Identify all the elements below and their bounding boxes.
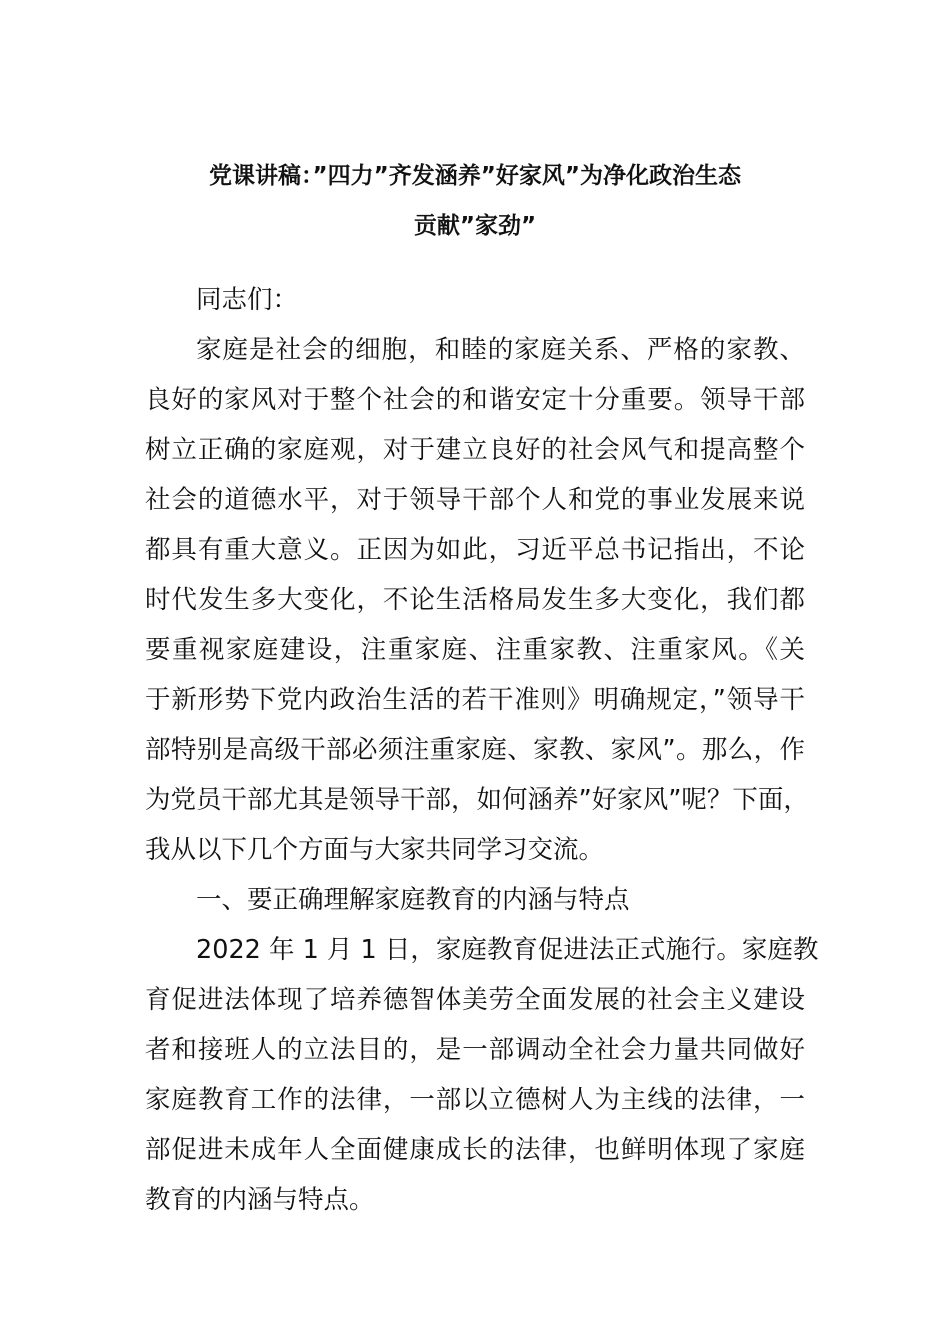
document-title-line-1: 党课讲稿：”四力”齐发涵养”好家风”为净化政治生态	[209, 163, 741, 189]
document-title-line-2: 贡献”家劲”	[413, 213, 537, 239]
section-heading: 一、要正确理解家庭教育的内涵与特点	[196, 885, 630, 915]
paragraph-line: 社会的道德水平，对于领导干部个人和党的事业发展来说	[145, 485, 805, 515]
paragraph-line: 者和接班人的立法目的，是一部调动全社会力量共同做好	[145, 1035, 805, 1065]
paragraph-line: 时代发生多大变化，不论生活格局发生多大变化，我们都	[145, 585, 805, 615]
paragraph-line: 部促进未成年人全面健康成长的法律，也鲜明体现了家庭	[145, 1135, 805, 1165]
paragraph-line: 家庭教育工作的法律，一部以立德树人为主线的法律，一	[145, 1085, 805, 1115]
paragraph-line: 教育的内涵与特点。	[145, 1185, 375, 1215]
salutation: 同志们：	[196, 285, 299, 315]
paragraph-line: 树立正确的家庭观，对于建立良好的社会风气和提高整个	[145, 435, 805, 465]
paragraph-line: 要重视家庭建设，注重家庭、注重家教、注重家风。《关	[145, 635, 805, 665]
paragraph-line: 育促进法体现了培养德智体美劳全面发展的社会主义建设	[145, 985, 805, 1015]
paragraph-line: 我从以下几个方面与大家共同学习交流。	[145, 835, 605, 865]
paragraph-line: 良好的家风对于整个社会的和谐安定十分重要。领导干部	[145, 385, 805, 415]
paragraph-line: 于新形势下党内政治生活的若干准则》明确规定，”领导干	[145, 685, 805, 715]
paragraph-line: 都具有重大意义。正因为如此，习近平总书记指出，不论	[145, 535, 805, 565]
paragraph-line: 为党员干部尤其是领导干部，如何涵养”好家风”呢？下面，	[145, 785, 809, 815]
paragraph-line: 2022 年 1 月 1 日，家庭教育促进法正式施行。家庭教	[196, 935, 819, 965]
paragraph-line: 家庭是社会的细胞，和睦的家庭关系、严格的家教、	[196, 335, 805, 365]
paragraph-line: 部特别是高级干部必须注重家庭、家教、家风”。那么，作	[145, 735, 805, 765]
